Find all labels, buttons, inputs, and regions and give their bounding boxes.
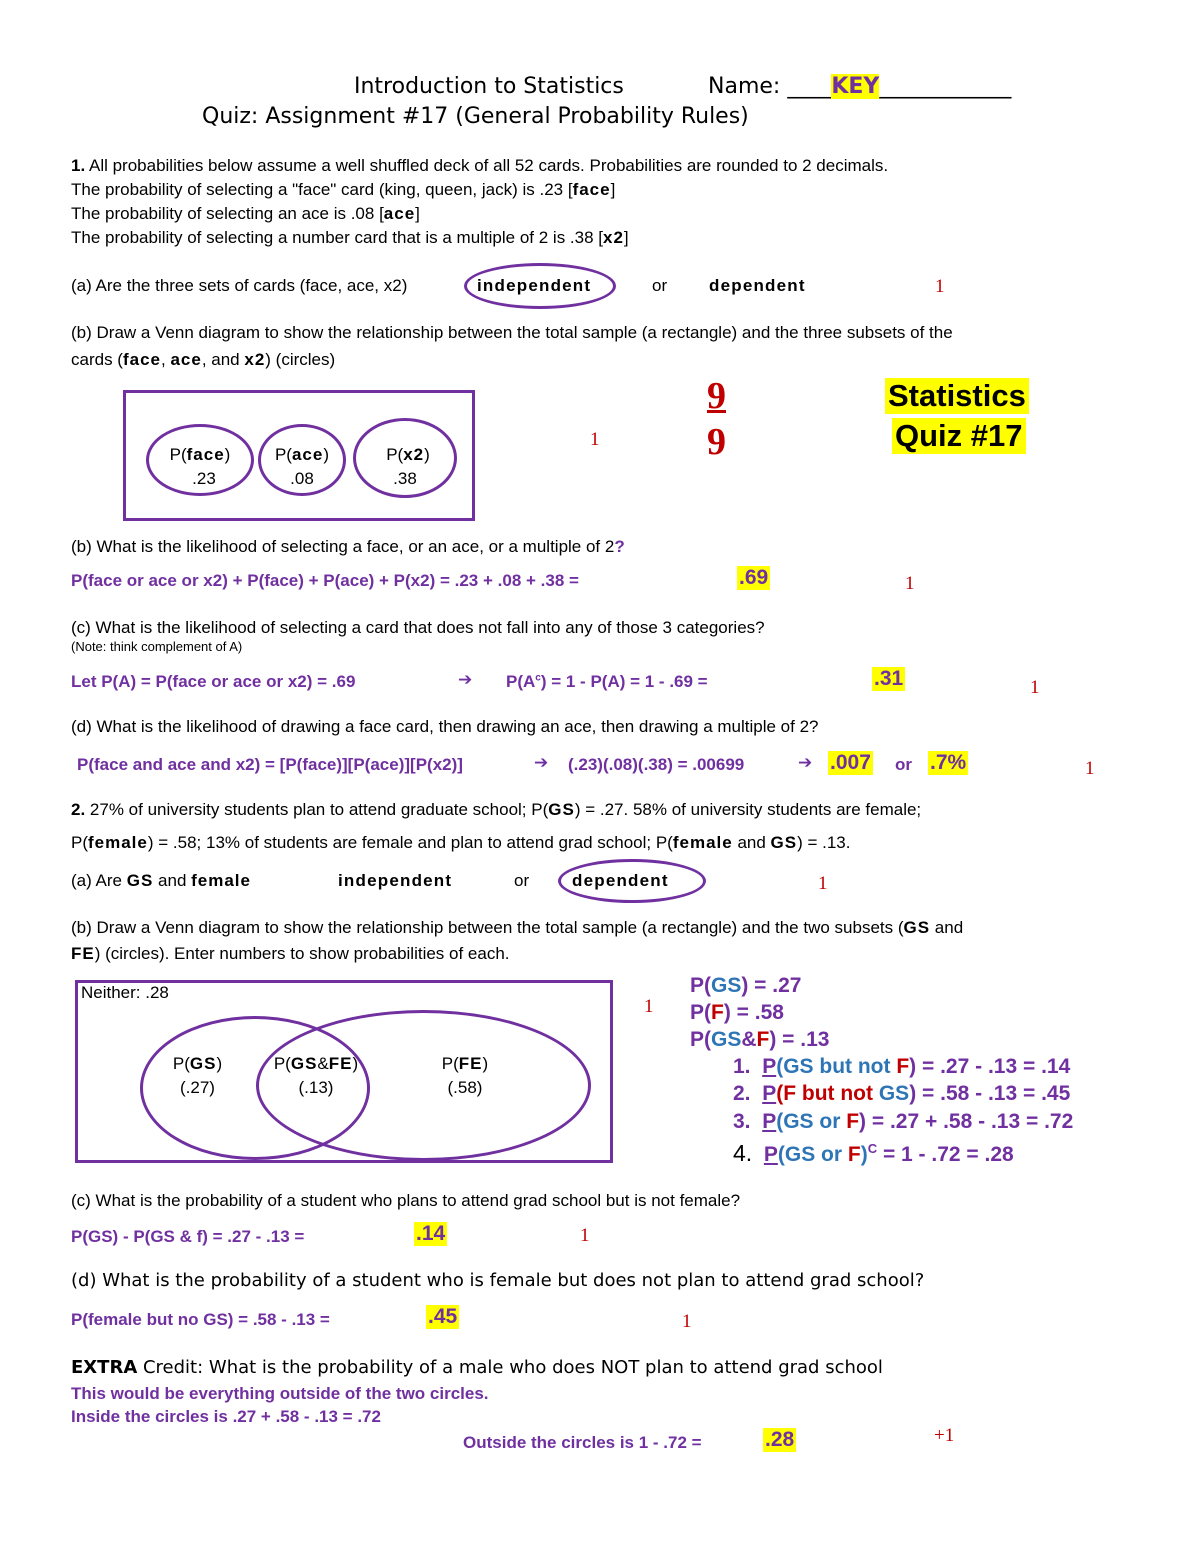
- q2-venn-gsfe-gs: GS: [290, 1054, 318, 1073]
- q1c-answer-part1: Let P(A) = P(face or ace or x2) = .69: [71, 672, 356, 691]
- course-title: Introduction to Statistics: [354, 74, 624, 99]
- q1-ace-line: [71, 204, 420, 224]
- q2a-dependent: dependent: [572, 871, 669, 890]
- q1c-arrow: ➔: [458, 670, 473, 690]
- face-tag: face: [572, 180, 611, 199]
- q1b-question-line1: (b) Draw a Venn diagram to show the relationship between the total sample (a rectangle) and the three subsets of the: [71, 323, 953, 342]
- extra-question: [71, 1357, 883, 1378]
- side-i1-b: ) = .27 - .13 = .14: [909, 1055, 1071, 1078]
- q2b-l1-b: and: [930, 918, 964, 937]
- q1-intro-text: All probabilities below assume a well shuffled deck of all 52 cards. Probabilities are rounded to 2 decimals.: [88, 156, 889, 175]
- q2-l2-gs: GS: [770, 833, 798, 852]
- q1-venn-ace-value: .08: [290, 469, 314, 488]
- q2-number: 2.: [71, 800, 86, 819]
- venn-x2-p: P(: [386, 445, 404, 464]
- side-i2-a: (: [776, 1082, 784, 1105]
- q1c-result: .31: [874, 667, 904, 690]
- side-l3-b: ) = .13: [769, 1028, 830, 1051]
- q2-l2-b: ) = .58; 13% of students are female and plan to attend grad school; P(: [147, 833, 673, 852]
- ace-close: ]: [415, 204, 420, 223]
- q2b-l2-b: ) (circles). Enter numbers to show probabilities of each.: [94, 944, 510, 963]
- side-i4-c: = 1 - .72 = .28: [877, 1143, 1014, 1166]
- q1c-note: (Note: think complement of A): [71, 639, 243, 654]
- q1b2-answer: P(face or ace or x2) + P(face) + P(ace) + P(x2) = .23 + .08 + .38 =: [71, 571, 579, 590]
- side-i3-b: ) = .27 + .58 - .13 = .72: [859, 1110, 1074, 1133]
- score-bottom: 9: [707, 421, 726, 463]
- q1b-question-line2: [71, 350, 335, 370]
- side-i2-num: 2.: [733, 1082, 751, 1105]
- q1-x2-line: [71, 228, 629, 248]
- q2-l2-female: female: [88, 833, 148, 852]
- side-i4-sup: C: [867, 1141, 878, 1156]
- q2-venn-gs-close: ): [216, 1054, 223, 1073]
- q2-venn-fe-label: [420, 1054, 510, 1074]
- q1a-independent: independent: [477, 276, 592, 295]
- q2-venn-gsfe-amp: &: [317, 1054, 329, 1073]
- side-l2-a: P(: [690, 1001, 711, 1024]
- side-i4-b: ): [860, 1143, 868, 1166]
- q1b-l2-x2: x2: [244, 350, 266, 369]
- q1d-question: (d) What is the likelihood of drawing a face card, then drawing an ace, then drawing a multiple of 2?: [71, 717, 819, 736]
- side-i4-a: (GS or: [777, 1143, 848, 1166]
- q1b-point: 1: [590, 429, 600, 450]
- q2d-question: (d) What is the probability of a student who is female but does not plan to attend grad school?: [71, 1270, 925, 1291]
- q2-side-item2: [733, 1082, 1070, 1106]
- q1c-sup: c: [535, 672, 541, 684]
- q1a-question: (a) Are the three sets of cards (face, ace, x2): [71, 276, 408, 295]
- q2-line1: [71, 800, 921, 820]
- venn-face-close: ): [224, 445, 231, 464]
- extra-point: +1: [934, 1425, 955, 1446]
- q1-venn-x2-label: [353, 445, 463, 465]
- name-blank-left: ____: [787, 74, 832, 99]
- q2-venn-gsfe-value: (.13): [298, 1078, 334, 1097]
- q1d-arrow: ➔: [534, 753, 549, 773]
- venn-ace-p: P(: [274, 445, 292, 464]
- q1b-l2-d: ) (circles): [265, 350, 336, 369]
- side-l1-b: ) = .27: [741, 974, 802, 997]
- side-l1-gs: GS: [711, 974, 742, 997]
- face-close: ]: [610, 180, 616, 199]
- q2-venn-gsfe-fe: FE: [328, 1054, 353, 1073]
- q1d-answer-part1: P(face and ace and x2) = [P(face)][P(ace)][P(x2)]: [77, 755, 463, 774]
- side-i4-f: F: [847, 1143, 861, 1166]
- q2-venn-fe-value: (.58): [447, 1078, 483, 1097]
- q1d-result2: .7%: [930, 751, 967, 774]
- x2-line-text: The probability of selecting a number card that is a multiple of 2 is .38 [: [71, 228, 603, 247]
- q2d-point: 1: [682, 1311, 692, 1332]
- ace-tag: ace: [383, 204, 416, 223]
- q1b-l2-a: cards (: [71, 350, 123, 369]
- extra-question-text: Credit: What is the probability of a male who does NOT plan to attend grad school: [137, 1357, 883, 1378]
- q1-venn-face-label: [150, 445, 250, 465]
- venn-ace-name: ace: [291, 445, 324, 464]
- q1d-answer-part2: (.23)(.08)(.38) = .00699: [568, 755, 745, 774]
- q2c-answer: P(GS) - P(GS & f) = .27 - .13 =: [71, 1227, 305, 1246]
- x2-close: ]: [623, 228, 629, 247]
- q2-l2-c: ) = .13.: [797, 833, 851, 852]
- venn-x2-name: x2: [403, 445, 425, 464]
- x2-tag: x2: [603, 228, 624, 247]
- q1b2-result: .69: [739, 566, 769, 589]
- side-i2-gs: GS: [878, 1082, 910, 1105]
- side-l2-f: F: [711, 1001, 724, 1024]
- side-i1-num: 1.: [733, 1055, 751, 1078]
- q1c-point: 1: [1030, 677, 1040, 698]
- q2a-and: and: [153, 871, 192, 890]
- venn-face-p: P(: [169, 445, 187, 464]
- q2a-question: [71, 871, 251, 891]
- extra-result: .28: [765, 1428, 795, 1451]
- q1a-point: 1: [935, 276, 945, 297]
- side-l3-a: P(: [690, 1028, 711, 1051]
- q1a-dependent: dependent: [709, 276, 806, 295]
- q2-venn-fe-name: FE: [458, 1054, 483, 1073]
- q2b-point: 1: [644, 996, 654, 1017]
- q2b-l2-fe: FE: [71, 944, 95, 963]
- ace-line-text: The probability of selecting an ace is .08 [: [71, 204, 384, 223]
- extra-label: EXTRA: [71, 1357, 138, 1378]
- q2-venn-gs-p: P(: [172, 1054, 190, 1073]
- side-i2-p: P: [762, 1082, 777, 1105]
- q2-line2: [71, 833, 850, 853]
- side-l3-gs: GS: [711, 1028, 742, 1051]
- q1d-arrow2: ➔: [798, 753, 813, 773]
- q1b-l2-face: face: [122, 350, 161, 369]
- q1c-pa: P(A: [506, 672, 536, 691]
- q2-venn-gsfe-label: [260, 1054, 372, 1074]
- score-top: 9: [707, 375, 726, 417]
- q2a-q-a: (a) Are: [71, 871, 127, 890]
- name-blank-right: ____________: [879, 74, 1012, 99]
- q1c-question: (c) What is the likelihood of selecting a card that does not fall into any of those 3 categories?: [71, 618, 765, 637]
- q1-intro: [71, 156, 888, 176]
- side-i2-c: ) = .58 - .13 = .45: [909, 1082, 1071, 1105]
- q2d-answer: P(female but no GS) = .58 - .13 =: [71, 1310, 330, 1329]
- side-i2-f: F: [783, 1082, 797, 1105]
- q1b2-question-text: (b) What is the likelihood of selecting a face, or an ace, or a multiple of 2: [71, 537, 615, 556]
- q2-l2-female2: female: [672, 833, 733, 852]
- side-l3-amp: &: [741, 1028, 757, 1051]
- side-l1-a: P(: [690, 974, 711, 997]
- q2-side-item1: [733, 1055, 1070, 1079]
- side-l3-f: F: [756, 1028, 770, 1051]
- side-i3-p: P: [762, 1110, 777, 1133]
- q2-side-line2: [690, 1001, 784, 1025]
- q2-venn-fe-close: ): [482, 1054, 489, 1073]
- q2d-result: .45: [428, 1305, 458, 1328]
- q1a-or: or: [652, 276, 668, 295]
- q2-venn-gs-label: [155, 1054, 240, 1074]
- venn-x2-close: ): [424, 445, 430, 464]
- side-i3-f: F: [846, 1110, 860, 1133]
- q1d-point: 1: [1085, 758, 1095, 779]
- q2-venn-gsfe-close: ): [352, 1054, 359, 1073]
- side-l2-b: ) = .58: [723, 1001, 784, 1024]
- q1d-or: or: [895, 755, 912, 774]
- q1d-result: .007: [830, 751, 871, 774]
- q1-venn-face-value: .23: [192, 469, 216, 488]
- q1-venn-ace-label: [258, 445, 346, 465]
- q2-side-item3: [733, 1110, 1073, 1134]
- q2-line1-b: ) = .27. 58% of university students are female;: [574, 800, 922, 819]
- quiz-title: Quiz: Assignment #17 (General Probability Rules): [202, 104, 749, 129]
- q2-side-item4: [733, 1140, 1014, 1167]
- extra-line3: Outside the circles is 1 - .72 =: [463, 1433, 702, 1452]
- q1b-l2-ace: ace: [170, 350, 202, 369]
- q2-venn-gs-name: GS: [189, 1054, 217, 1073]
- q2c-result: .14: [416, 1222, 446, 1245]
- q1-number: 1.: [71, 156, 86, 175]
- q1b2-question: [71, 537, 625, 557]
- q2a-independent: independent: [338, 871, 453, 890]
- q2-venn-gs-value: (.27): [180, 1078, 215, 1097]
- q2b-l1-gs: GS: [903, 918, 931, 937]
- q1-face-line: [71, 180, 615, 200]
- q2-venn-neither: Neither: .28: [81, 983, 169, 1002]
- q2-l2-a: P(: [71, 833, 88, 852]
- q1b-l2-b: ,: [161, 350, 171, 369]
- q1-venn-x2-value: .38: [393, 469, 417, 488]
- q2a-gs: GS: [126, 871, 154, 890]
- q2b-question-line1: [71, 918, 963, 938]
- side-i4-p: P: [763, 1143, 778, 1166]
- quiz-badge-line2: Quiz #17: [892, 418, 1026, 454]
- q2-line1-gs: GS: [548, 800, 575, 819]
- q1b-l2-c: , and: [201, 350, 245, 369]
- q1b2-qmark: ?: [614, 537, 625, 556]
- side-i3-a: (GS or: [776, 1110, 847, 1133]
- side-i4-num: 4.: [733, 1140, 753, 1166]
- q1c-rest: ) = 1 - P(A) = 1 - .69 =: [540, 672, 708, 691]
- quiz-badge-line1: Statistics: [885, 378, 1029, 414]
- q2-venn-fe-p: P(: [441, 1054, 459, 1073]
- venn-ace-close: ): [323, 445, 330, 464]
- q2-side-line3: [690, 1028, 829, 1052]
- side-i3-num: 3.: [733, 1110, 751, 1133]
- q2-side-line1: [690, 974, 801, 998]
- q2b-question-line2: [71, 944, 510, 964]
- venn-face-name: face: [186, 445, 225, 464]
- q2-line1-a: 27% of university students plan to attend graduate school; P(: [89, 800, 549, 819]
- q2c-question: (c) What is the probability of a student who plans to attend grad school but is not female?: [71, 1191, 741, 1210]
- q1b2-point: 1: [905, 573, 915, 594]
- side-i1-f: F: [896, 1055, 910, 1078]
- q1c-answer-part2: [506, 672, 708, 692]
- face-line-text: The probability of selecting a "face" card (king, queen, jack) is .23 [: [71, 180, 573, 199]
- name-field: [708, 74, 1011, 99]
- q2b-l1-a: (b) Draw a Venn diagram to show the relationship between the total sample (a rectangle) and the two subsets (: [71, 918, 904, 937]
- q2c-point: 1: [580, 1225, 590, 1246]
- q2-l2-and: and: [732, 833, 771, 852]
- name-label: Name:: [708, 74, 781, 99]
- side-i1-p: P: [762, 1055, 777, 1078]
- q2a-female: female: [191, 871, 251, 890]
- q2-venn-gsfe-p: P(: [273, 1054, 291, 1073]
- extra-line2: Inside the circles is .27 + .58 - .13 = .72: [71, 1407, 381, 1426]
- name-value: KEY: [831, 74, 880, 99]
- q2a-or: or: [514, 871, 530, 890]
- side-i1-a: (GS but not: [776, 1055, 897, 1078]
- extra-line1: This would be everything outside of the two circles.: [71, 1384, 489, 1403]
- q2a-point: 1: [818, 873, 828, 894]
- side-i2-b: but not: [796, 1082, 879, 1105]
